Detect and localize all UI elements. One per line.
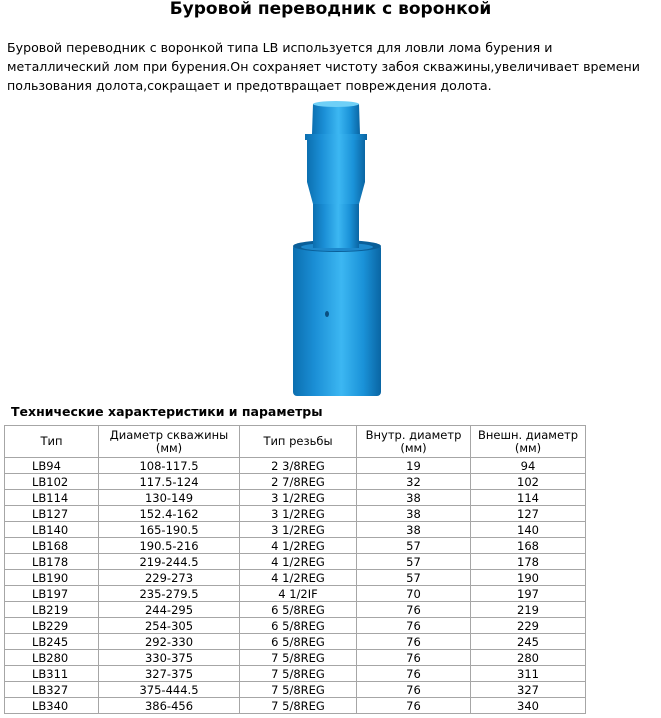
cell-thread-type: 4 1/2REG	[240, 538, 357, 554]
cell-type: LB340	[5, 698, 99, 714]
cell-inner-diameter: 76	[357, 618, 471, 634]
cell-thread-type: 3 1/2REG	[240, 506, 357, 522]
cell-inner-diameter: 38	[357, 490, 471, 506]
cell-thread-type: 3 1/2REG	[240, 490, 357, 506]
cell-type: LB197	[5, 586, 99, 602]
table-header-row	[5, 426, 586, 458]
cell-well-diameter: 235-279.5	[99, 586, 240, 602]
cell-type: LB168	[5, 538, 99, 554]
cell-well-diameter: 229-273	[99, 570, 240, 586]
table-row	[5, 570, 586, 586]
cell-type: LB327	[5, 682, 99, 698]
product-image	[285, 100, 395, 400]
cell-thread-type: 3 1/2REG	[240, 522, 357, 538]
cell-outer-diameter: 245	[471, 634, 586, 650]
header-well-diameter: Диаметр скважины (мм)	[99, 426, 240, 458]
cell-thread-type: 6 5/8REG	[240, 634, 357, 650]
table-row	[5, 490, 586, 506]
header-inner-diameter: Внутр. диаметр (мм)	[357, 426, 471, 458]
table-row	[5, 522, 586, 538]
page-title: Буровой переводник с воронкой	[169, 0, 492, 19]
table-row	[5, 618, 586, 634]
intro-line: Буровой переводник с воронкой типа LB используется для ловли лома бурения и	[7, 40, 553, 55]
cell-inner-diameter: 57	[357, 554, 471, 570]
cell-well-diameter: 375-444.5	[99, 682, 240, 698]
intro-line: пользования долота,сокращает и предотвращает повреждения долота.	[7, 78, 492, 93]
cell-thread-type: 4 1/2IF	[240, 586, 357, 602]
cell-outer-diameter: 197	[471, 586, 586, 602]
table-row	[5, 554, 586, 570]
cell-inner-diameter: 70	[357, 586, 471, 602]
cell-thread-type: 2 3/8REG	[240, 458, 357, 474]
table-row	[5, 698, 586, 714]
cell-well-diameter: 327-375	[99, 666, 240, 682]
cell-inner-diameter: 32	[357, 474, 471, 490]
cell-well-diameter: 190.5-216	[99, 538, 240, 554]
table-row	[5, 650, 586, 666]
table-row	[5, 586, 586, 602]
specs-table	[4, 425, 586, 714]
cell-thread-type: 4 1/2REG	[240, 554, 357, 570]
table-row	[5, 458, 586, 474]
cell-thread-type: 6 5/8REG	[240, 602, 357, 618]
cell-type: LB311	[5, 666, 99, 682]
cell-inner-diameter: 76	[357, 666, 471, 682]
cell-well-diameter: 130-149	[99, 490, 240, 506]
header-thread-type: Тип резьбы	[240, 426, 357, 458]
cell-type: LB94	[5, 458, 99, 474]
cell-outer-diameter: 140	[471, 522, 586, 538]
cell-inner-diameter: 57	[357, 570, 471, 586]
cell-type: LB127	[5, 506, 99, 522]
cell-thread-type: 7 5/8REG	[240, 650, 357, 666]
cell-type: LB245	[5, 634, 99, 650]
cell-well-diameter: 244-295	[99, 602, 240, 618]
cell-type: LB280	[5, 650, 99, 666]
table-row	[5, 602, 586, 618]
cell-outer-diameter: 127	[471, 506, 586, 522]
cell-thread-type: 7 5/8REG	[240, 666, 357, 682]
cell-inner-diameter: 76	[357, 634, 471, 650]
table-row	[5, 634, 586, 650]
cell-thread-type: 6 5/8REG	[240, 618, 357, 634]
table-row	[5, 506, 586, 522]
header-type: Тип	[5, 426, 99, 458]
cell-inner-diameter: 76	[357, 682, 471, 698]
cell-type: LB229	[5, 618, 99, 634]
cell-type: LB114	[5, 490, 99, 506]
cell-thread-type: 7 5/8REG	[240, 682, 357, 698]
cell-outer-diameter: 340	[471, 698, 586, 714]
cell-outer-diameter: 229	[471, 618, 586, 634]
cell-outer-diameter: 311	[471, 666, 586, 682]
cell-thread-type: 7 5/8REG	[240, 698, 357, 714]
cell-type: LB178	[5, 554, 99, 570]
cell-thread-type: 4 1/2REG	[240, 570, 357, 586]
cell-inner-diameter: 38	[357, 522, 471, 538]
cell-type: LB219	[5, 602, 99, 618]
cell-outer-diameter: 168	[471, 538, 586, 554]
cell-inner-diameter: 76	[357, 698, 471, 714]
cell-inner-diameter: 76	[357, 602, 471, 618]
cell-well-diameter: 108-117.5	[99, 458, 240, 474]
cell-thread-type: 2 7/8REG	[240, 474, 357, 490]
cell-outer-diameter: 327	[471, 682, 586, 698]
intro-paragraph	[7, 38, 661, 95]
cell-well-diameter: 254-305	[99, 618, 240, 634]
cell-well-diameter: 152.4-162	[99, 506, 240, 522]
cell-well-diameter: 219-244.5	[99, 554, 240, 570]
intro-line: металлический лом при бурения.Он сохраняет чистоту забоя скважины,увеличивает времени	[7, 59, 640, 74]
cell-well-diameter: 165-190.5	[99, 522, 240, 538]
cell-outer-diameter: 114	[471, 490, 586, 506]
cell-type: LB102	[5, 474, 99, 490]
cell-well-diameter: 386-456	[99, 698, 240, 714]
cell-inner-diameter: 76	[357, 650, 471, 666]
cell-well-diameter: 292-330	[99, 634, 240, 650]
table-row	[5, 474, 586, 490]
table-row	[5, 682, 586, 698]
cell-well-diameter: 330-375	[99, 650, 240, 666]
cell-outer-diameter: 190	[471, 570, 586, 586]
cell-inner-diameter: 57	[357, 538, 471, 554]
cell-inner-diameter: 19	[357, 458, 471, 474]
cell-inner-diameter: 38	[357, 506, 471, 522]
table-row	[5, 538, 586, 554]
cell-outer-diameter: 280	[471, 650, 586, 666]
specs-title: Технические характеристики и параметры	[11, 404, 323, 419]
cell-outer-diameter: 178	[471, 554, 586, 570]
cell-outer-diameter: 94	[471, 458, 586, 474]
cell-type: LB140	[5, 522, 99, 538]
cell-outer-diameter: 102	[471, 474, 586, 490]
table-row	[5, 666, 586, 682]
cell-outer-diameter: 219	[471, 602, 586, 618]
cell-well-diameter: 117.5-124	[99, 474, 240, 490]
cell-type: LB190	[5, 570, 99, 586]
header-outer-diameter: Внешн. диаметр (мм)	[471, 426, 586, 458]
